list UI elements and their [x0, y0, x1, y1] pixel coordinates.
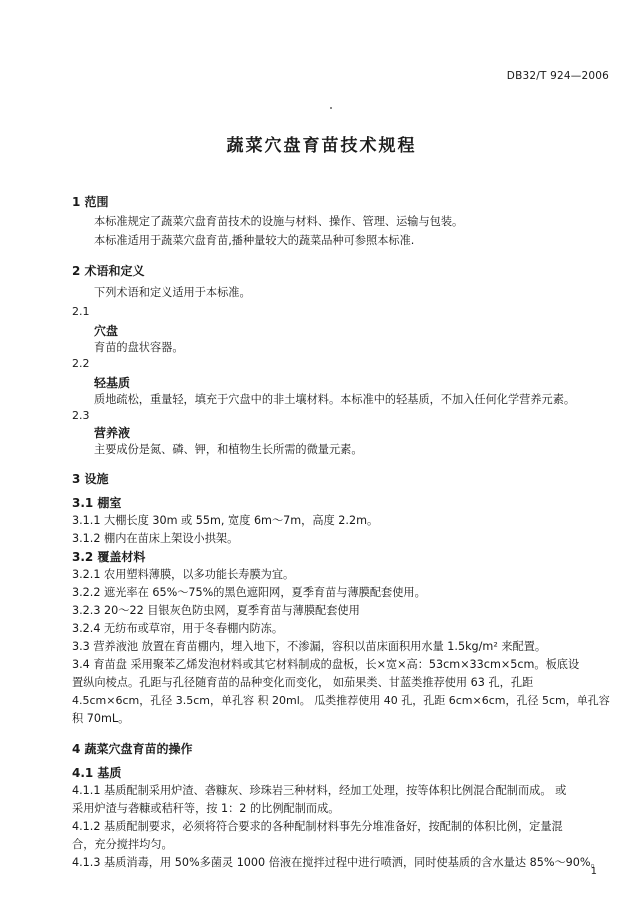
clause-3-2-heading: 3.2 覆盖材料	[72, 550, 146, 564]
clause-3-1-2: 3.1.2 棚内在苗床上架设小拱架。	[72, 532, 239, 545]
clause-4-1-1-line-1: 4.1.1 基质配制采用炉渣、砻糠灰、珍珠岩三种材料，经加工处理，按等体积比例混合配制而成。 或	[72, 784, 567, 797]
document-title: 蔬菜穴盘育苗技术规程	[226, 136, 417, 156]
definition-2-1-text: 育苗的盘状容器。	[94, 341, 184, 354]
definition-2-3-term: 营养液	[94, 426, 131, 440]
definition-2-3-text: 主要成份是氮、磷、钾，和植物生长所需的微量元素。	[94, 443, 363, 456]
clause-3-1-heading: 3.1 棚室	[72, 496, 122, 510]
clause-3-3: 3.3 营养液池 放置在育苗棚内，埋入地下，不渗漏，容积以苗床面积用水量 1.5kg/m² 来配置。	[72, 640, 547, 653]
clause-3-2-2: 3.2.2 遮光率在 65%～75%的黑色遮阳网，夏季育苗与薄膜配套使用。	[72, 586, 426, 599]
section-2-intro: 下列术语和定义适用于本标准。	[94, 286, 251, 299]
clause-4-1-2-line-1: 4.1.2 基质配制要求，必须将符合要求的各种配制材料事先分堆准备好，按配制的体积比例，定量混	[72, 820, 563, 833]
definition-2-2-term: 轻基质	[94, 376, 131, 390]
clause-3-2-4: 3.2.4 无纺布或草帘，用于冬春棚内防冻。	[72, 622, 284, 635]
section-3-heading: 3 设施	[72, 472, 109, 486]
clause-3-4-line-4: 积 70mL。	[72, 712, 130, 725]
clause-3-2-1: 3.2.1 农用塑料薄膜，以多功能长寿膜为宜。	[72, 568, 295, 581]
definition-2-1-number: 2.1	[72, 305, 90, 318]
clause-4-1-2-line-2: 合，充分搅拌均匀。	[72, 838, 173, 851]
definition-2-2-text: 质地疏松，重量轻，填充于穴盘中的非土壤材料。本标准中的轻基质，不加入任何化学营养元素。	[94, 393, 576, 406]
clause-3-1-1: 3.1.1 大棚长度 30m 或 55m, 宽度 6m～7m，高度 2.2m。	[72, 514, 379, 527]
clause-3-4-line-2: 置纵向棱点。孔距与孔径随育苗的品种变化而变化， 如茄果类、甘蓝类推荐使用 63 孔，孔距	[72, 676, 534, 689]
clause-3-2-3: 3.2.3 20～22 目银灰色防虫网，夏季育苗与薄膜配套使用	[72, 604, 360, 617]
section-1-para-1: 本标准规定了蔬菜穴盘育苗技术的设施与材料、操作、管理、运输与包装。	[94, 215, 464, 228]
page-number: 1	[590, 866, 597, 877]
clause-4-1-3: 4.1.3 基质消毒，用 50%多菌灵 1000 倍液在搅拌过程中进行喷洒，同时使基质的含水量达 85%～90%。	[72, 856, 602, 869]
section-4-heading: 4 蔬菜穴盘育苗的操作	[72, 742, 193, 756]
section-2-heading: 2 术语和定义	[72, 264, 145, 278]
clause-4-1-heading: 4.1 基质	[72, 766, 122, 780]
definition-2-1-term: 穴盘	[94, 324, 119, 338]
clause-3-4-line-3: 4.5cm×6cm，孔径 3.5cm，单孔容 积 20ml。 瓜类推荐使用 40 孔，孔距 6cm×6cm，孔径 5cm，单孔容	[72, 694, 610, 707]
definition-2-3-number: 2.3	[72, 409, 90, 422]
standard-number: DB32/T 924—2006	[506, 70, 609, 82]
scan-speck	[330, 107, 332, 109]
clause-4-1-1-line-2: 采用炉渣与砻糠或秸秆等，按 1：2 的比例配制而成。	[72, 802, 340, 815]
section-1-heading: 1 范围	[72, 195, 109, 209]
clause-3-4-line-1: 3.4 育苗盘 采用聚苯乙烯发泡材料或其它材料制成的盘板，长×宽×高：53cm×33cm×5cm。板底设	[72, 658, 580, 671]
definition-2-2-number: 2.2	[72, 357, 90, 370]
section-1-para-2: 本标准适用于蔬菜穴盘育苗,播种量较大的蔬菜品种可参照本标准.	[94, 234, 415, 247]
